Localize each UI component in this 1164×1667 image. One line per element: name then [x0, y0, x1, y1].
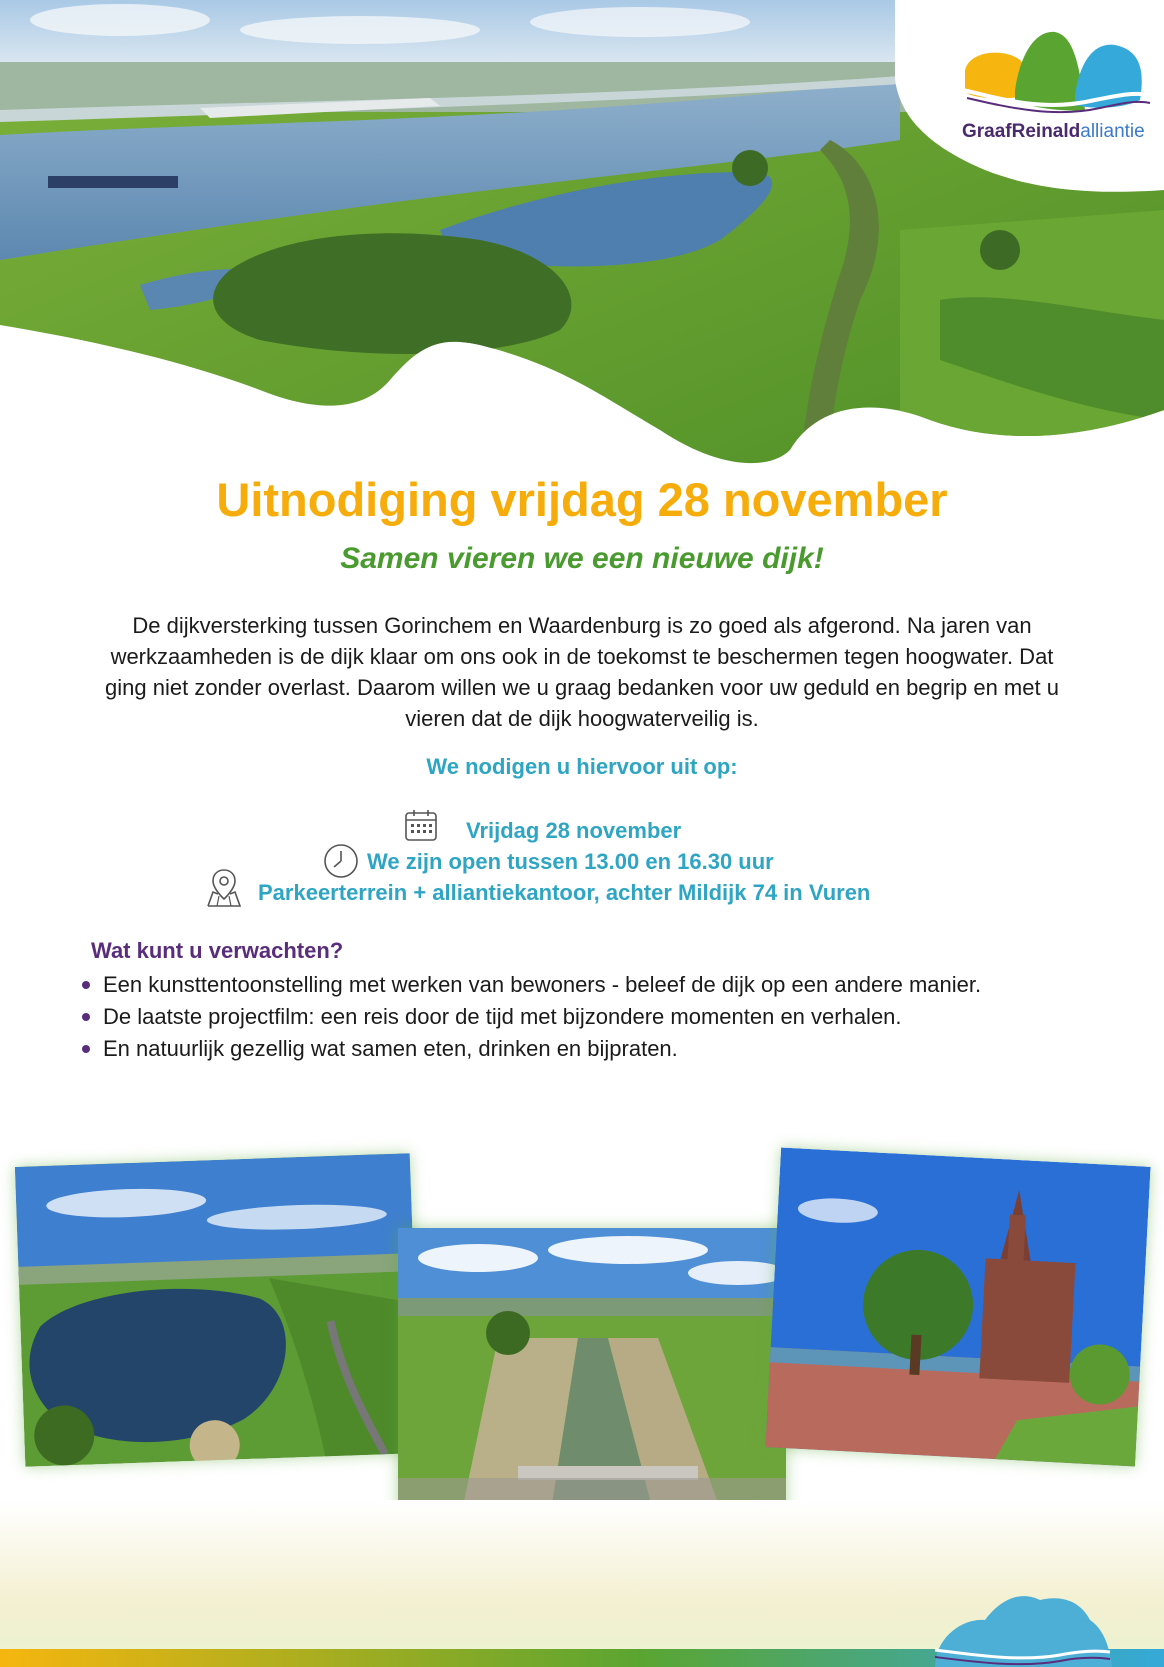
footer-gradient — [0, 1500, 1164, 1667]
list-item: De laatste projectfilm: een reis door de tijd met bijzondere momenten en verhalen. — [80, 1001, 981, 1033]
list-item: Een kunsttentoonstelling met werken van bewoners - beleef de dijk op een andere manier. — [80, 969, 981, 1001]
invitation-lead: We nodigen u hiervoor uit op: — [426, 754, 738, 779]
expectations-list — [80, 969, 981, 1065]
intro-paragraph: De dijkversterking tussen Gorinchem en Waardenburg is zo goed als afgerond. Na jaren van werkzaamheden is de dijk klaar om ons ook in de toekomst te beschermen tegen hoogwater. Dat ging niet zonder overlast. Daarom willen we u graag bedanken voor uw geduld en begrip en met u vieren dat de dijk hoogwaterveilig is. — [105, 613, 1059, 731]
photo-lake-dike — [15, 1153, 420, 1467]
logo-name-bold: GraafReinald — [962, 121, 1081, 142]
logo-wordmark — [962, 121, 1145, 143]
event-location: Parkeerterrein + alliantiekantoor, achter Mildijk 74 in Vuren — [258, 880, 871, 905]
clock-icon — [323, 843, 359, 879]
logo-name-light: alliantie — [1080, 121, 1145, 142]
graafreinald-logo — [895, 0, 1164, 195]
photo-canal-bridge — [398, 1228, 786, 1530]
photo-church — [765, 1148, 1150, 1467]
expectations-title: Wat kunt u verwachten? — [91, 938, 344, 963]
page-subtitle: Samen vieren we een nieuwe dijk! — [340, 542, 824, 575]
event-date: Vrijdag 28 november — [466, 818, 682, 843]
list-item: En natuurlijk gezellig wat samen eten, drinken en bijpraten. — [80, 1033, 981, 1065]
map-pin-icon — [204, 866, 244, 908]
event-time: We zijn open tussen 13.00 en 16.30 uur — [367, 849, 774, 874]
calendar-icon — [404, 808, 438, 842]
page-title: Uitnodiging vrijdag 28 november — [216, 473, 948, 526]
